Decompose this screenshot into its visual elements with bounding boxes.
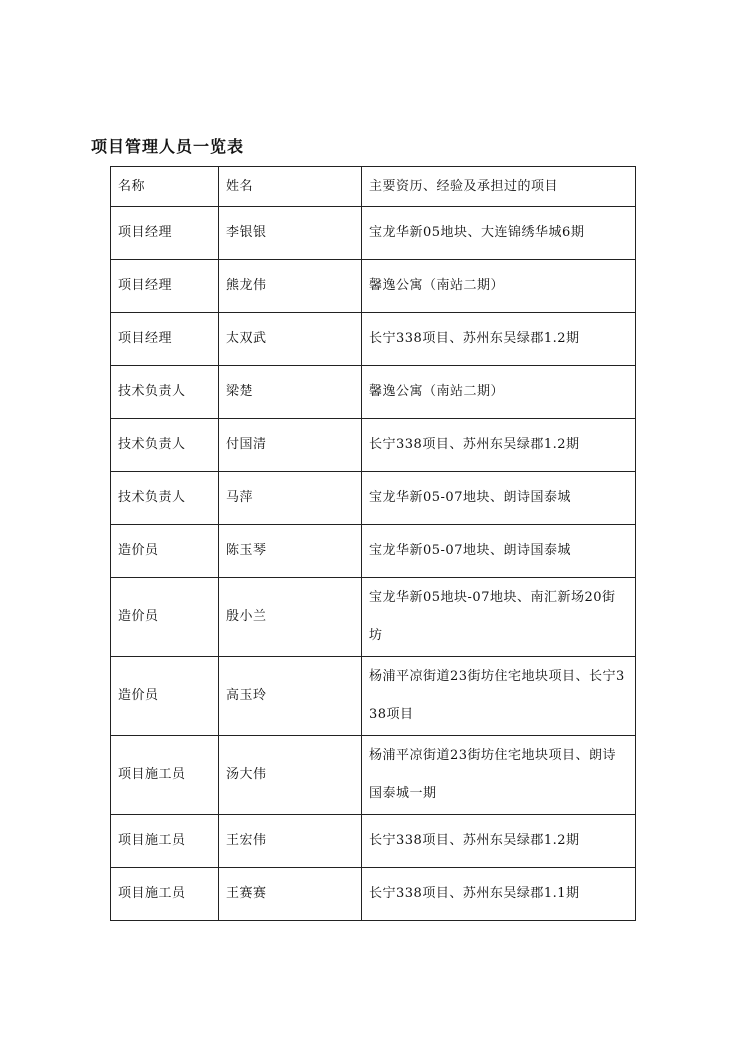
cell-name: 熊龙伟	[219, 260, 362, 313]
cell-name: 汤大伟	[219, 736, 362, 815]
cell-role: 造价员	[111, 578, 219, 657]
cell-experience: 长宁338项目、苏州东吴绿郡1.2期	[362, 815, 636, 868]
cell-name: 马萍	[219, 472, 362, 525]
cell-role: 项目施工员	[111, 736, 219, 815]
table-row	[111, 657, 636, 736]
cell-name: 李银银	[219, 207, 362, 260]
cell-role: 项目施工员	[111, 815, 219, 868]
table-row	[111, 419, 636, 472]
cell-name: 太双武	[219, 313, 362, 366]
cell-name: 殷小兰	[219, 578, 362, 657]
table-body	[111, 207, 636, 921]
cell-experience: 宝龙华新05-07地块、朗诗国泰城	[362, 472, 636, 525]
cell-experience: 宝龙华新05地块、大连锦绣华城6期	[362, 207, 636, 260]
cell-role: 技术负责人	[111, 419, 219, 472]
cell-experience: 长宁338项目、苏州东吴绿郡1.2期	[362, 313, 636, 366]
table-row	[111, 207, 636, 260]
header-row	[111, 167, 636, 207]
header-name: 姓名	[219, 167, 362, 207]
cell-experience: 宝龙华新05地块-07地块、南汇新场20街坊	[362, 578, 636, 657]
cell-role: 项目施工员	[111, 868, 219, 921]
header-experience: 主要资历、经验及承担过的项目	[362, 167, 636, 207]
cell-name: 付国清	[219, 419, 362, 472]
table-header	[111, 167, 636, 207]
table-row	[111, 260, 636, 313]
table-row	[111, 815, 636, 868]
cell-role: 项目经理	[111, 207, 219, 260]
cell-name: 王赛赛	[219, 868, 362, 921]
cell-experience: 杨浦平凉街道23街坊住宅地块项目、长宁338项目	[362, 657, 636, 736]
cell-role: 技术负责人	[111, 366, 219, 419]
cell-name: 梁楚	[219, 366, 362, 419]
cell-name: 高玉玲	[219, 657, 362, 736]
cell-role: 项目经理	[111, 260, 219, 313]
cell-experience: 馨逸公寓（南站二期）	[362, 260, 636, 313]
cell-role: 造价员	[111, 657, 219, 736]
table-row	[111, 472, 636, 525]
cell-name: 陈玉琴	[219, 525, 362, 578]
table-row	[111, 578, 636, 657]
cell-experience: 长宁338项目、苏州东吴绿郡1.1期	[362, 868, 636, 921]
table-row	[111, 313, 636, 366]
table-row	[111, 736, 636, 815]
page-title: 项目管理人员一览表	[91, 137, 245, 156]
cell-name: 王宏伟	[219, 815, 362, 868]
cell-experience: 宝龙华新05-07地块、朗诗国泰城	[362, 525, 636, 578]
cell-role: 技术负责人	[111, 472, 219, 525]
table-row	[111, 366, 636, 419]
cell-role: 造价员	[111, 525, 219, 578]
staff-table	[110, 166, 636, 921]
cell-experience: 馨逸公寓（南站二期）	[362, 366, 636, 419]
cell-experience: 长宁338项目、苏州东吴绿郡1.2期	[362, 419, 636, 472]
cell-experience: 杨浦平凉街道23街坊住宅地块项目、朗诗国泰城一期	[362, 736, 636, 815]
header-role: 名称	[111, 167, 219, 207]
table-row	[111, 868, 636, 921]
cell-role: 项目经理	[111, 313, 219, 366]
table-row	[111, 525, 636, 578]
